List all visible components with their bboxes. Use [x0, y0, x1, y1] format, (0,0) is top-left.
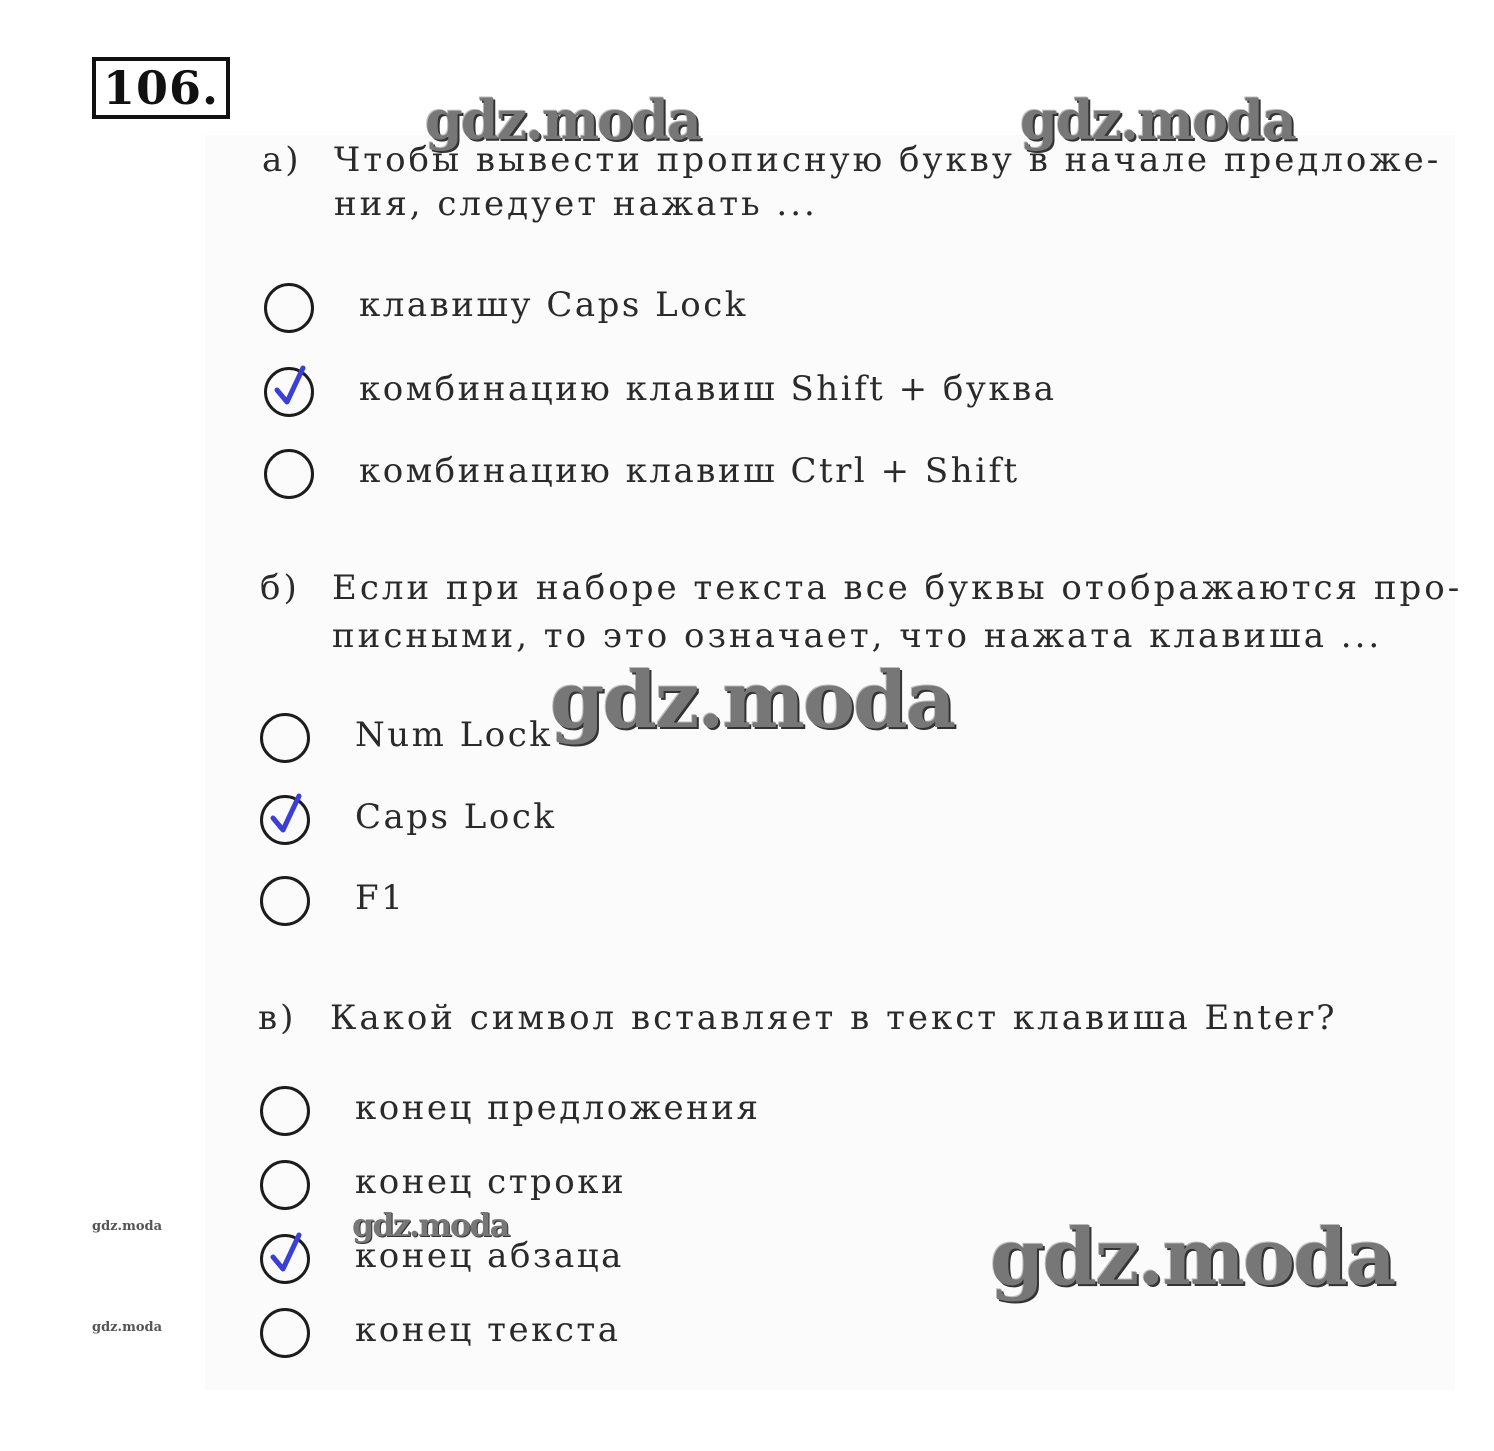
option-label: Num Lock: [355, 715, 553, 755]
watermark: gdz.moda: [92, 1219, 163, 1234]
question-text-line2: писными, то это означает, что нажата клавиша ...: [332, 616, 1383, 656]
question-text-line1: Какой символ вставляет в текст клавиша Enter?: [330, 998, 1338, 1038]
question-text-line1: Если при наборе текста все буквы отображаются про-: [332, 568, 1463, 608]
option-label: F1: [355, 878, 406, 918]
option-label: комбинацию клавиш Ctrl + Shift: [359, 451, 1020, 491]
radio-unchecked[interactable]: [260, 713, 310, 763]
radio-unchecked[interactable]: [260, 1160, 310, 1210]
watermark: gdz.moda: [550, 655, 955, 746]
question-letter: а): [262, 140, 302, 180]
option-label: конец строки: [355, 1162, 627, 1202]
question-letter: б): [260, 568, 300, 608]
watermark: gdz.moda: [425, 88, 700, 152]
radio-unchecked[interactable]: [260, 1308, 310, 1358]
checkmark-icon: [271, 364, 311, 410]
task-number: 106.: [92, 57, 230, 119]
radio-unchecked[interactable]: [260, 1086, 310, 1136]
option-label: клавишу Caps Lock: [359, 285, 748, 325]
question-text-line2: ния, следует нажать ...: [334, 184, 818, 224]
watermark: gdz.moda: [92, 1320, 163, 1335]
radio-unchecked[interactable]: [264, 283, 314, 333]
watermark: gdz.moda: [1020, 88, 1295, 152]
checkmark-icon: [267, 792, 307, 838]
watermark: gdz.moda: [352, 1206, 509, 1244]
checkmark-icon: [267, 1231, 307, 1277]
radio-checked[interactable]: [260, 1234, 310, 1284]
question-text-line1: Чтобы вывести прописную букву в начале предложе-: [334, 140, 1442, 180]
option-label: конец предложения: [355, 1088, 761, 1128]
watermark: gdz.moda: [990, 1212, 1395, 1303]
option-label: конец текста: [355, 1310, 621, 1350]
option-label: комбинацию клавиш Shift + буква: [359, 369, 1057, 409]
option-label: конец абзаца: [355, 1236, 624, 1276]
radio-unchecked[interactable]: [260, 876, 310, 926]
option-label: Caps Lock: [355, 797, 557, 837]
radio-unchecked[interactable]: [264, 449, 314, 499]
radio-checked[interactable]: [264, 367, 314, 417]
question-letter: в): [258, 998, 297, 1038]
radio-checked[interactable]: [260, 795, 310, 845]
